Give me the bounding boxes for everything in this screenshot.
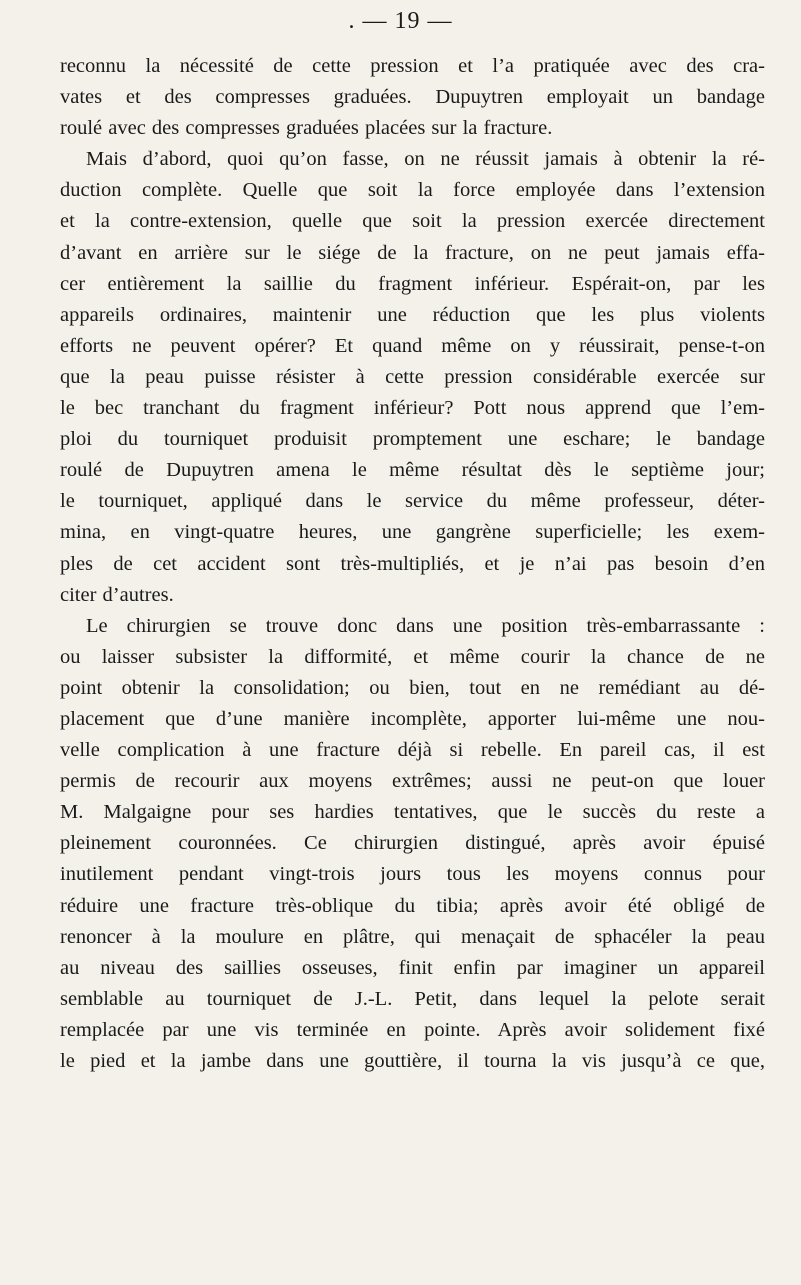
- text-line: point obtenir la consolidation; ou bien, tout en ne remédiant au dé-: [60, 676, 765, 699]
- text-line: vates et des compresses graduées. Dupuytren employait un bandage: [60, 86, 765, 109]
- text-line: appareils ordinaires, maintenir une réduction que les plus violents: [60, 303, 765, 326]
- text-line: M. Malgaigne pour ses hardies tentatives, que le succès du reste a: [60, 801, 765, 824]
- text-line: roulé de Dupuytren amena le même résultat dès le septième jour;: [60, 459, 765, 482]
- page-number: . — 19 —: [348, 8, 453, 34]
- text-line: citer d’autres.: [60, 583, 174, 606]
- text-line: et la contre-extension, quelle que soit la pression exercée directement: [60, 210, 765, 233]
- text-line: ploi du tourniquet produisit promptement une eschare; le bandage: [60, 428, 765, 451]
- text-line: le pied et la jambe dans une gouttière, il tourna la vis jusqu’à ce que,: [60, 1050, 765, 1072]
- text-line: ou laisser subsister la difformité, et même courir la chance de ne: [60, 645, 765, 668]
- text-line: roulé avec des compresses graduées placées sur la fracture.: [60, 117, 553, 140]
- paragraph-2: [60, 144, 765, 610]
- text-line: velle complication à une fracture déjà si rebelle. En pareil cas, il est: [60, 739, 765, 762]
- text-line: ples de cet accident sont très-multipliés, et je n’ai pas besoin d’en: [60, 552, 765, 575]
- paragraph-1: [60, 51, 765, 144]
- text-line: au niveau des saillies osseuses, finit enfin par imaginer un appareil: [60, 956, 765, 979]
- text-line: pleinement couronnées. Ce chirurgien distingué, après avoir épuisé: [60, 832, 765, 855]
- text-line: reconnu la nécessité de cette pression et l’a pratiquée avec des cra-: [60, 55, 765, 77]
- text-line: que la peau puisse résister à cette pression considérable exercée sur: [60, 365, 765, 388]
- text-line: inutilement pendant vingt-trois jours tous les moyens connus pour: [60, 863, 765, 886]
- text-line: efforts ne peuvent opérer? Et quand même on y réussirait, pense-t-on: [60, 334, 765, 357]
- text-line: réduire une fracture très-oblique du tibia; après avoir été obligé de: [60, 894, 765, 917]
- paragraph-3: [60, 611, 765, 1077]
- text-line: placement que d’une manière incomplète, apporter lui-même une nou-: [60, 707, 765, 730]
- text-line: mina, en vingt-quatre heures, une gangrène superficielle; les exem-: [60, 521, 765, 544]
- text-line: Mais d’abord, quoi qu’on fasse, on ne réussit jamais à obtenir la ré-: [86, 148, 765, 171]
- text-line: le bec tranchant du fragment inférieur? Pott nous apprend que l’em-: [60, 397, 765, 420]
- text-line: semblable au tourniquet de J.-L. Petit, dans lequel la pelote serait: [60, 987, 765, 1010]
- text-line: le tourniquet, appliqué dans le service du même professeur, déter-: [60, 490, 765, 513]
- text-line: d’avant en arrière sur le siége de la fracture, on ne peut jamais effa-: [60, 241, 765, 264]
- text-line: renoncer à la moulure en plâtre, qui menaçait de sphacéler la peau: [60, 925, 765, 948]
- text-line: remplacée par une vis terminée en pointe. Après avoir solidement fixé: [60, 1018, 765, 1041]
- text-line: permis de recourir aux moyens extrêmes; aussi ne peut-on que louer: [60, 770, 765, 793]
- text-line: Le chirurgien se trouve donc dans une position très-embarrassante :: [86, 614, 765, 637]
- body-text: [60, 51, 765, 1077]
- text-line: duction complète. Quelle que soit la force employée dans l’extension: [60, 179, 765, 202]
- text-line: cer entièrement la saillie du fragment inférieur. Espérait-on, par les: [60, 272, 765, 295]
